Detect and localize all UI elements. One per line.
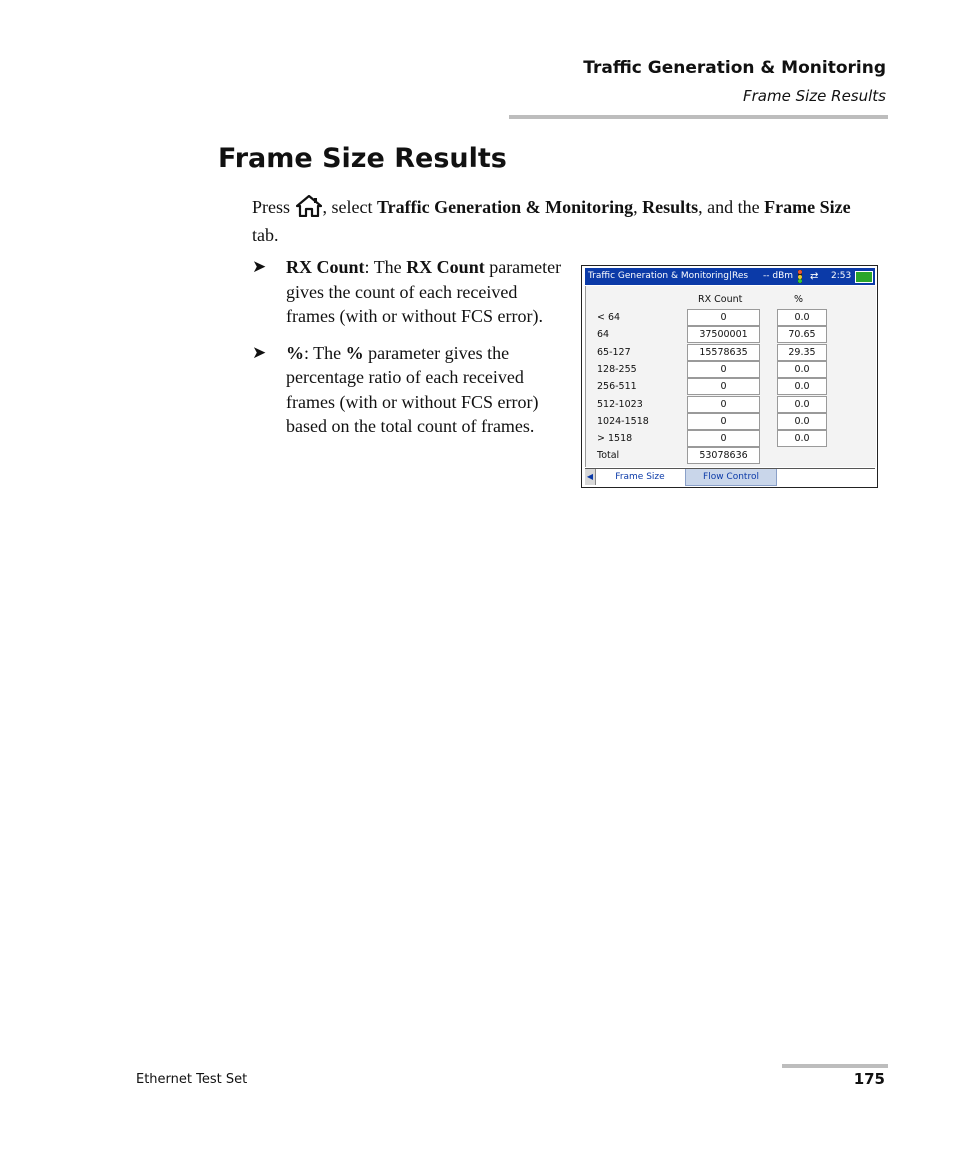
bullet-text: parameter gives the percentage ratio of each received frames (with or without FCS error) based on the total count of frames. xyxy=(286,342,539,436)
home-icon xyxy=(296,195,322,223)
running-header-chapter: Traffic Generation & Monitoring xyxy=(583,58,886,78)
clock: 2:53 xyxy=(831,271,852,281)
row-label: 64 xyxy=(597,329,610,340)
page-number: 175 xyxy=(853,1070,885,1088)
pct-cell: 0.0 xyxy=(777,378,827,395)
bullet-mid: : The xyxy=(364,257,402,277)
device-screenshot xyxy=(581,265,878,488)
bullet-mid: : The xyxy=(304,342,342,363)
pct-cell: 0.0 xyxy=(777,413,827,430)
intro-paragraph xyxy=(252,195,872,247)
rx-cell: 0 xyxy=(687,361,760,378)
rx-cell: 0 xyxy=(687,396,760,413)
col-header-pct: % xyxy=(794,294,804,305)
total-label: Total xyxy=(597,450,620,461)
bullet-term2: % xyxy=(345,342,364,363)
intro-select: , select xyxy=(322,197,373,217)
row-label: 128-255 xyxy=(597,364,637,375)
row-label: 1024-1518 xyxy=(597,416,649,427)
tab-bar xyxy=(585,468,875,486)
col-header-rx: RX Count xyxy=(698,294,743,305)
tab-flow-control[interactable]: Flow Control xyxy=(685,469,777,486)
bullet-arrow-icon: ➤ xyxy=(252,342,267,362)
pct-cell: 0.0 xyxy=(777,396,827,413)
total-rx-cell: 53078636 xyxy=(687,447,760,464)
traffic-light-icon xyxy=(798,270,802,283)
link-arrows-icon: ⇄ xyxy=(810,271,819,282)
rx-cell: 0 xyxy=(687,309,760,326)
device-title: Traffic Generation & Monitoring|Res xyxy=(588,271,749,281)
pct-cell: 0.0 xyxy=(777,361,827,378)
bullet-term2: RX Count xyxy=(406,257,485,277)
intro-andthe: , and the xyxy=(698,197,760,217)
bullet-term: % xyxy=(286,342,304,363)
footer-rule xyxy=(782,1064,888,1068)
rx-cell: 0 xyxy=(687,413,760,430)
row-label: > 1518 xyxy=(597,433,633,444)
rx-cell: 15578635 xyxy=(687,344,760,361)
row-label: 65-127 xyxy=(597,347,631,358)
header-rule xyxy=(509,115,888,119)
bullet-arrow-icon: ➤ xyxy=(252,257,267,276)
intro-menu-results: Results xyxy=(642,197,699,217)
row-label: 512-1023 xyxy=(597,399,643,410)
intro-menu-traffic: Traffic Generation & Monitoring xyxy=(377,197,634,217)
intro-comma: , xyxy=(633,197,638,217)
rx-cell: 0 xyxy=(687,378,760,395)
intro-tab-word: tab. xyxy=(252,225,279,245)
bullet-list xyxy=(252,255,567,451)
rx-cell: 37500001 xyxy=(687,326,760,343)
bullet-rx-count xyxy=(252,255,567,329)
bullet-term: RX Count xyxy=(286,257,365,277)
intro-press: Press xyxy=(252,197,291,217)
row-label: 256-511 xyxy=(597,381,637,392)
pct-cell: 29.35 xyxy=(777,344,827,361)
dbm-readout: -- dBm xyxy=(763,271,794,281)
tab-frame-size[interactable]: Frame Size xyxy=(596,469,684,485)
running-header-section: Frame Size Results xyxy=(743,87,886,105)
results-panel xyxy=(585,286,876,467)
tab-scroll-left-icon[interactable]: ◀ xyxy=(585,469,596,485)
bullet-percent xyxy=(252,341,567,439)
pct-cell: 0.0 xyxy=(777,430,827,447)
footer-product: Ethernet Test Set xyxy=(136,1072,248,1087)
intro-tab-frame-size: Frame Size xyxy=(764,197,851,217)
pct-cell: 70.65 xyxy=(777,326,827,343)
row-label: < 64 xyxy=(597,312,621,323)
page-title: Frame Size Results xyxy=(218,143,507,174)
battery-icon xyxy=(855,271,873,283)
device-titlebar xyxy=(585,268,875,285)
bullet-text: parameter gives the count of each received frames (with or without FCS error). xyxy=(286,257,562,326)
rx-cell: 0 xyxy=(687,430,760,447)
pct-cell: 0.0 xyxy=(777,309,827,326)
